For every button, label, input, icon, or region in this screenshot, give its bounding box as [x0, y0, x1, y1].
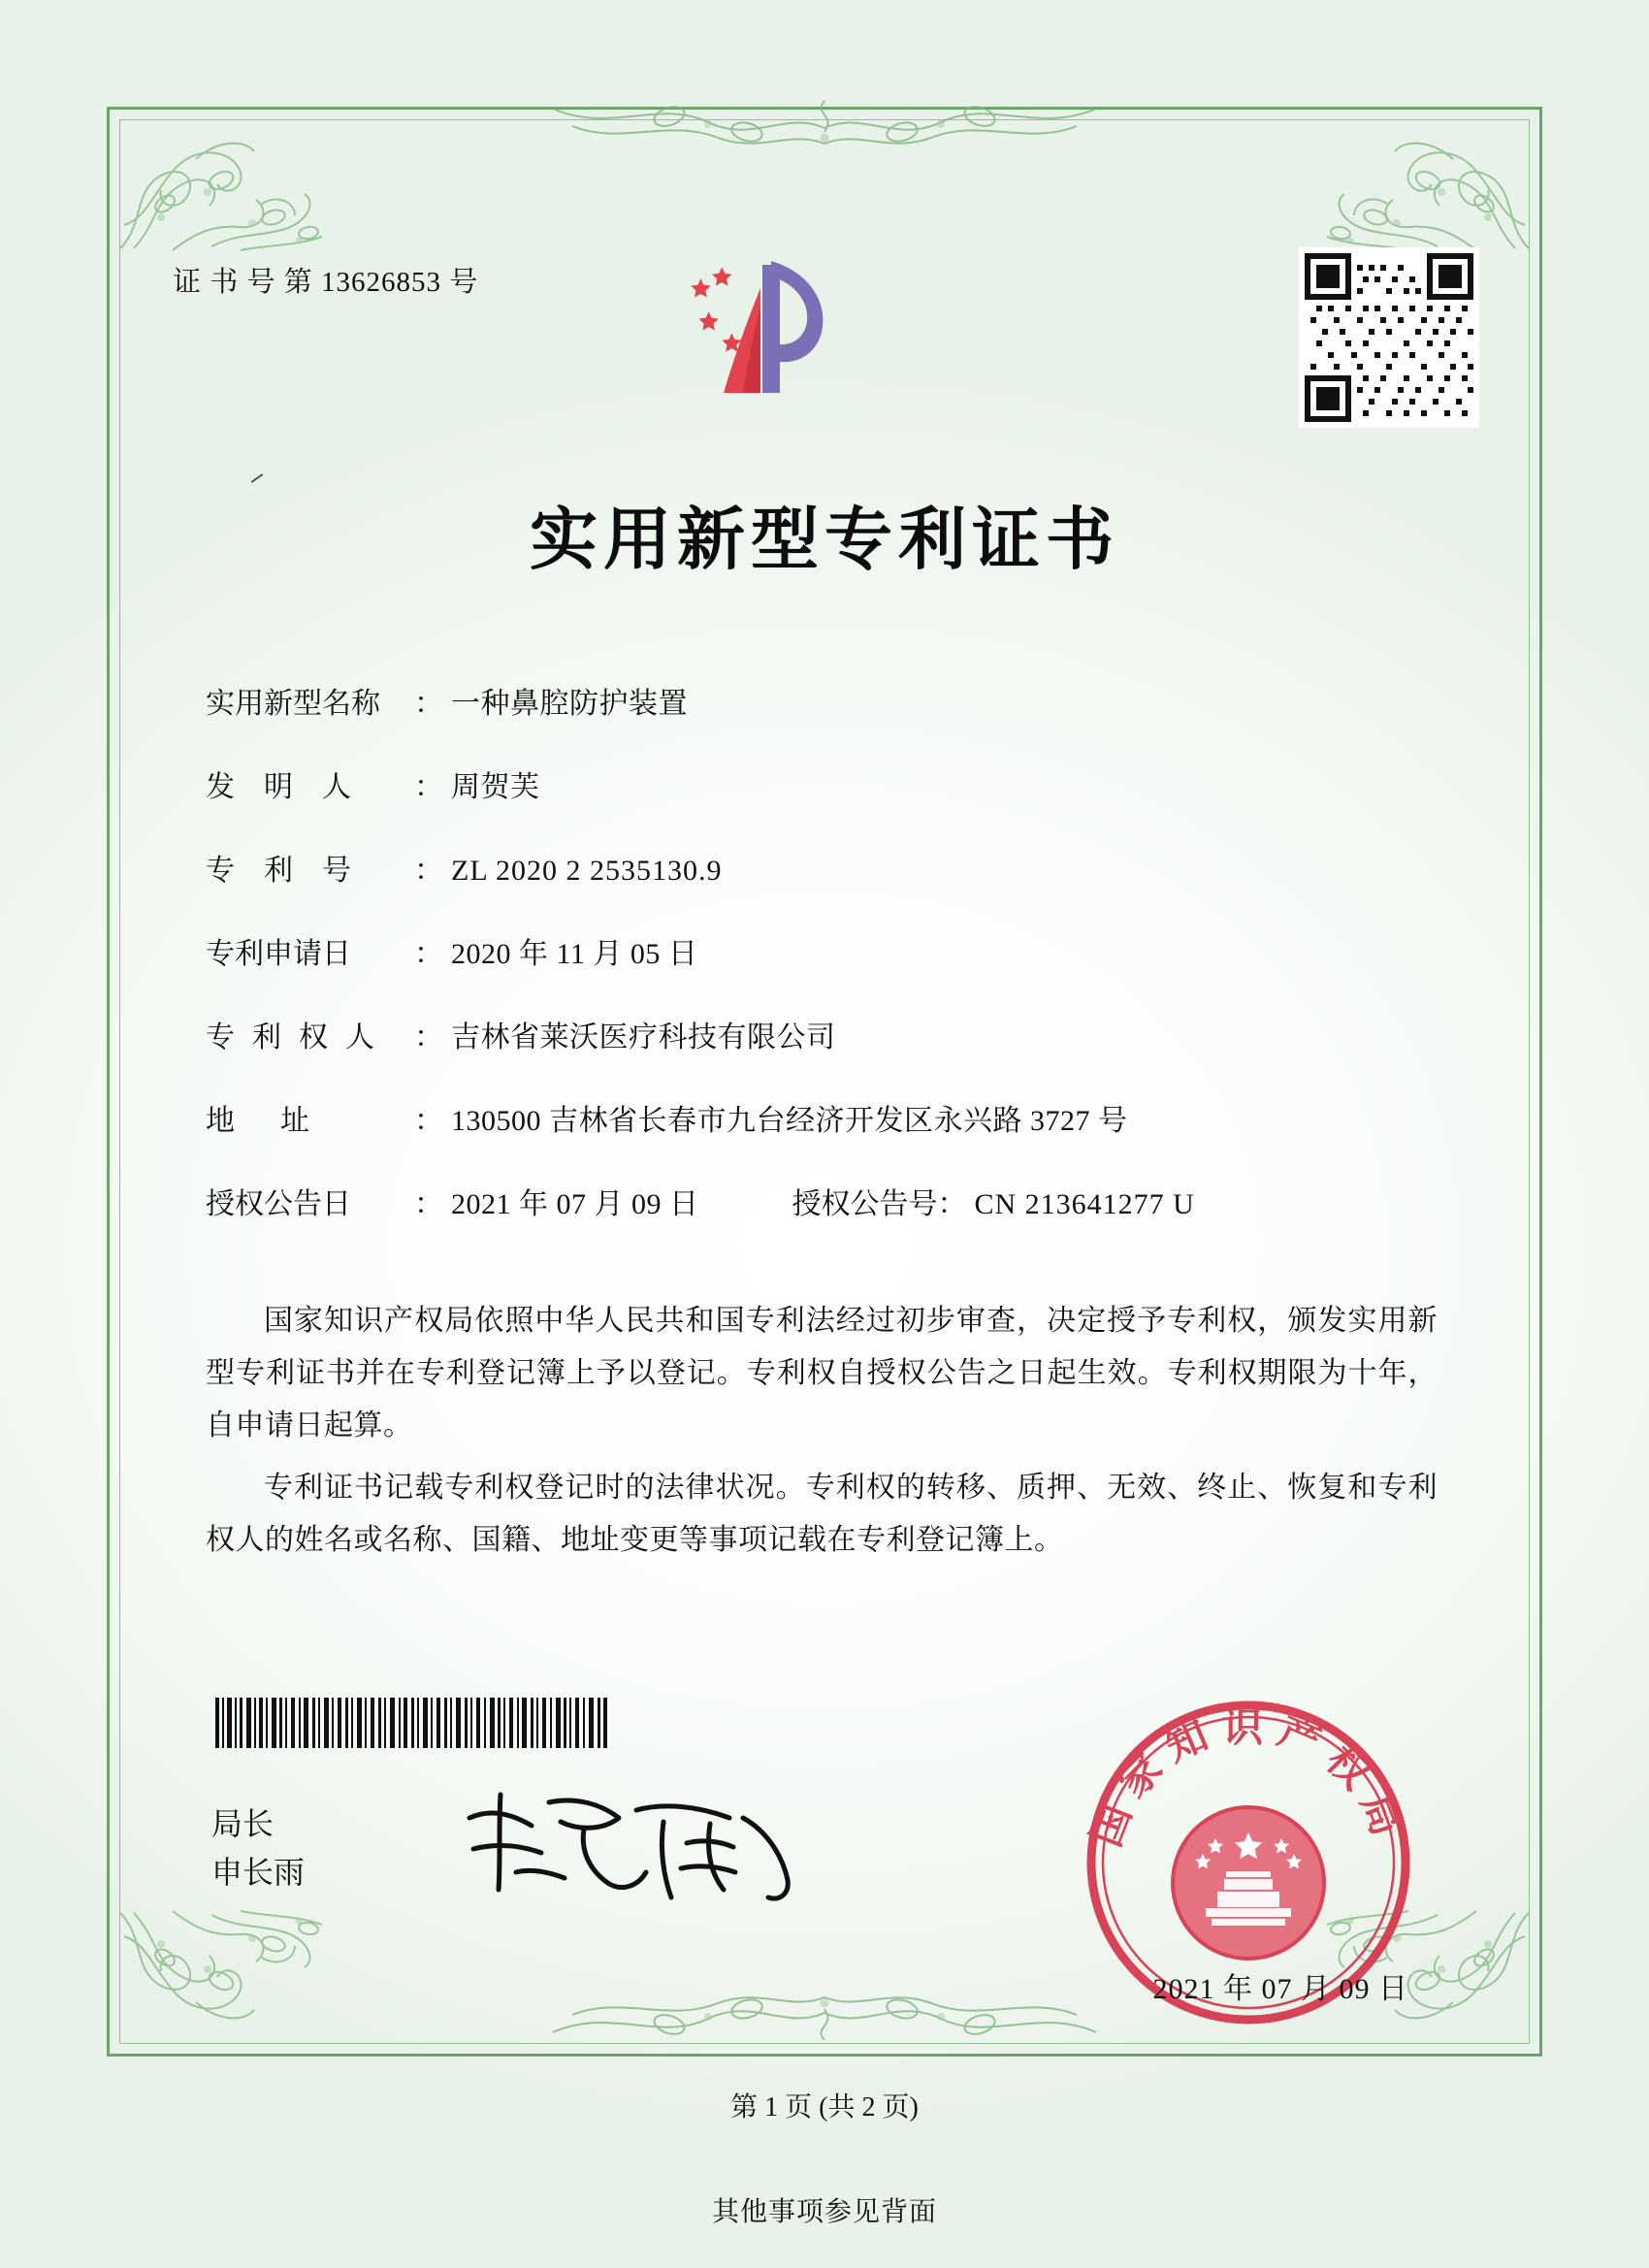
grant-date-value: 2021 年 07 月 09 日 — [451, 1188, 699, 1220]
director-name-label: 申长雨 — [211, 1855, 306, 1890]
field-row-patentee — [206, 1013, 1438, 1055]
field-row-address — [206, 1096, 1438, 1139]
field-separator: ： — [414, 1105, 443, 1137]
certificate-number: 证 书 号 第 13626853 号 — [173, 267, 479, 298]
field-separator: ： — [414, 688, 443, 720]
field-separator: ： — [414, 771, 443, 803]
field-label: 地址 — [206, 1105, 355, 1137]
corner-ornament-top-right — [1311, 109, 1535, 254]
seal-date: 2021 年 07 月 09 日 — [1152, 1973, 1408, 2005]
field-value: 周贺芙 — [451, 771, 540, 803]
fields-list — [206, 679, 1438, 1263]
field-label: 专利申请日 — [206, 938, 351, 970]
corner-ornament-top-left — [114, 109, 338, 254]
field-separator: ： — [414, 938, 443, 970]
qr-code-icon — [1299, 247, 1479, 428]
field-value: 130500 吉林省长春市九台经济开发区永兴路 3727 号 — [451, 1105, 1128, 1137]
grant-number-label: 授权公告号 — [792, 1188, 938, 1220]
field-value: ZL 2020 2 2535130.9 — [451, 855, 723, 887]
field-row-utility-model-name — [206, 679, 1438, 722]
field-row-patent-number — [206, 846, 1438, 889]
field-label: 发明人 — [206, 771, 380, 803]
legal-paragraph-2: 专利证书记载专利权登记时的法律状况。专利权的转移、质押、无效、终止、恢复和专利权人的姓名或名称、国籍、地址变更等事项记载在专利登记簿上。 — [206, 1472, 1438, 1556]
field-label: 实用新型名称 — [206, 688, 380, 720]
signature-labels — [211, 1799, 305, 1896]
barcode-icon — [215, 1698, 613, 1748]
field-separator: ： — [414, 855, 443, 887]
director-role-label: 局长 — [211, 1806, 275, 1841]
field-row-application-date — [206, 929, 1438, 972]
field-row-grant-publication — [206, 1180, 1438, 1222]
field-row-inventor — [206, 762, 1438, 805]
field-label: 专利号 — [206, 855, 380, 887]
field-label: 专利权人 — [206, 1021, 392, 1053]
grant-number-value: CN 213641277 U — [974, 1188, 1195, 1220]
grant-date-label: 授权公告日 — [206, 1188, 351, 1220]
legal-paragraph-1: 国家知识产权局依照中华人民共和国专利法经过初步审查，决定授予专利权，颁发实用新型专利证书并在专利登记簿上予以登记。专利权自授权公告之日起生效。专利权期限为十年，自申请日起算。 — [206, 1305, 1438, 1442]
field-value: 吉林省莱沃医疗科技有限公司 — [451, 1021, 836, 1053]
garland-ornament-bottom — [553, 1974, 1096, 2052]
garland-ornament-top — [553, 89, 1096, 167]
grant-date-separator: ： — [414, 1188, 443, 1220]
field-separator: ： — [414, 1021, 443, 1053]
field-value: 2020 年 11 月 05 日 — [451, 938, 698, 970]
corner-ornament-bottom-left — [114, 1907, 338, 2053]
patent-office-logo-icon — [679, 247, 883, 422]
backside-note: 其他事项参见背面 — [711, 2197, 937, 2227]
grant-number-separator: ： — [937, 1188, 967, 1220]
field-value: 一种鼻腔防护装置 — [451, 688, 688, 720]
page-title: 实用新型专利证书 — [530, 499, 1119, 579]
legal-text-block — [206, 1295, 1438, 1576]
handwritten-signature-icon — [456, 1775, 805, 1911]
page-number: 第 1 页 (共 2 页) — [730, 2092, 919, 2122]
svg-text:国家知识产权局: 国家知识产权局 — [1082, 1703, 1415, 1853]
